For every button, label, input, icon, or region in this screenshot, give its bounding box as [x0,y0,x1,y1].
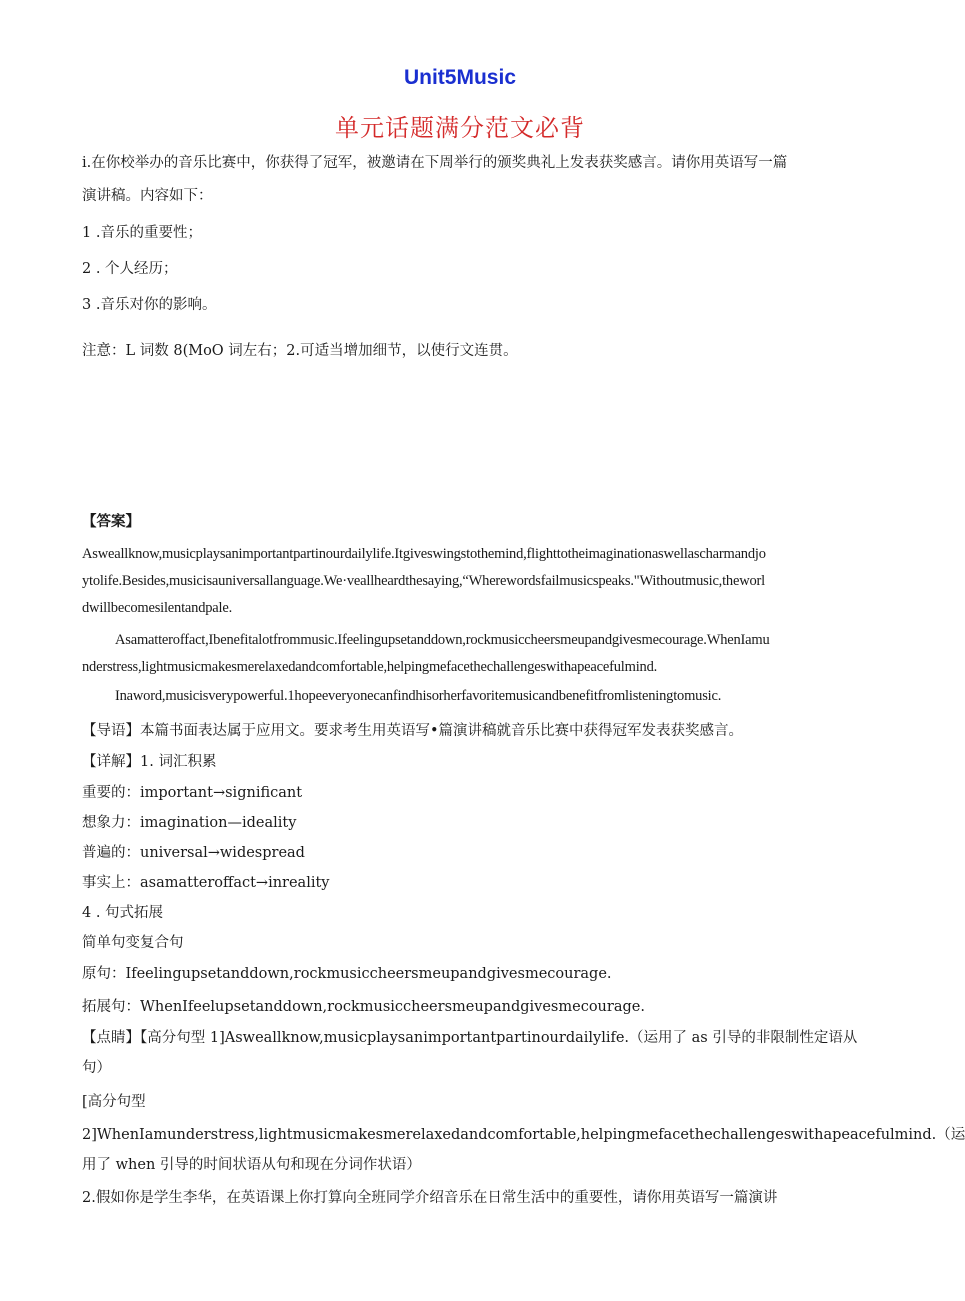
detail-heading: 【详解】1. 词汇积累 [82,754,217,770]
highlight2-line1: 2]WhenIamunderstress,lightmusicmakesmerelaxedandcomfortable,helpingmefacethechallengeswithapeacefulmind.（运 [82,1127,965,1143]
section-title: 单元话题满分范文必背 [335,114,585,142]
answer-heading: 【答案】 [82,513,140,530]
prompt1-item-2: 2 . 个人经历； [82,261,178,277]
highlight2-line2: 用了 when 引导的时间状语从句和现在分词作状语） [82,1157,421,1173]
highlight-line1: 【点睛】【高分句型 1]Asweallknow,musicplaysanimportantpartinourdailylife.（运用了 as 引导的非限制性定语从 [82,1030,858,1046]
vocab-item-4: 事实上：asamatteroffact→inreality [82,875,330,891]
prompt1-line1: i.在你校举办的音乐比赛中，你获得了冠军，被邀请在下周举行的颁奖典礼上发表获奖感言。请你用英语写一篇 [82,155,788,171]
answer-para1-line2: ytolife.Besides,musicisauniversallanguage.We·veallheardthesaying,“Wherewordsfailmusicspeaks."Withoutmusic,theworl [82,573,765,589]
answer-para3-line1: Inaword,musicisverypowerful.1hopeeveryonecanfindhisorherfavoritemusicandbenefitfromlisteningtomusic. [115,688,722,704]
prompt1-item-3: 3 .音乐对你的影响。 [82,297,217,313]
prompt1-item-1: 1 .音乐的重要性； [82,225,202,241]
highlight-type2: [高分句型 [82,1094,146,1110]
answer-para2-line1: Asamatteroffact,Ibenefitalotfrommusic.Ifeelingupsetanddown,rockmusiccheersmeupandgivesmecourage.WhenIamu [115,632,770,648]
answer-para2-line2: nderstress,lightmusicmakesmerelaxedandcomfortable,helpingmefacethechallengeswithapeacefulmind. [82,659,658,675]
original-sentence: 原句：Ifeelingupsetanddown,rockmusiccheersmeupandgivesmecourage. [82,966,612,982]
answer-para1-line3: dwillbecomesilentandpale. [82,600,233,616]
vocab-item-2: 想象力：imagination—ideality [82,815,297,831]
answer-para1-line1: Asweallknow,musicplaysanimportantpartinourdailylife.Itgiveswingstothemind,flighttotheimaginationaswellascharmandjo [82,546,766,562]
sentence-heading: 4 . 句式拓展 [82,905,164,921]
prompt1-note: 注意：L 词数 8(MoO 词左右；2.可适当增加细节，以使行文连贯。 [82,343,518,359]
highlight-line2: 句） [82,1060,111,1076]
sentence-sub: 简单句变复合句 [82,935,184,951]
prompt1-line2: 演讲稿。内容如下： [82,188,213,204]
guide-text: 【导语】本篇书面表达属于应用文。要求考生用英语写•篇演讲稿就音乐比赛中获得冠军发表获奖感言。 [82,723,744,739]
vocab-item-1: 重要的：important→significant [82,785,303,801]
unit-title: Unit5Music [403,66,516,89]
expanded-sentence: 拓展句：WhenIfeelupsetanddown,rockmusiccheersmeupandgivesmecourage. [82,999,645,1015]
prompt2-line1: 2.假如你是学生李华，在英语课上你打算向全班同学介绍音乐在日常生活中的重要性，请你用英语写一篇演讲 [82,1190,778,1206]
vocab-item-3: 普遍的：universal→widespread [82,845,305,861]
